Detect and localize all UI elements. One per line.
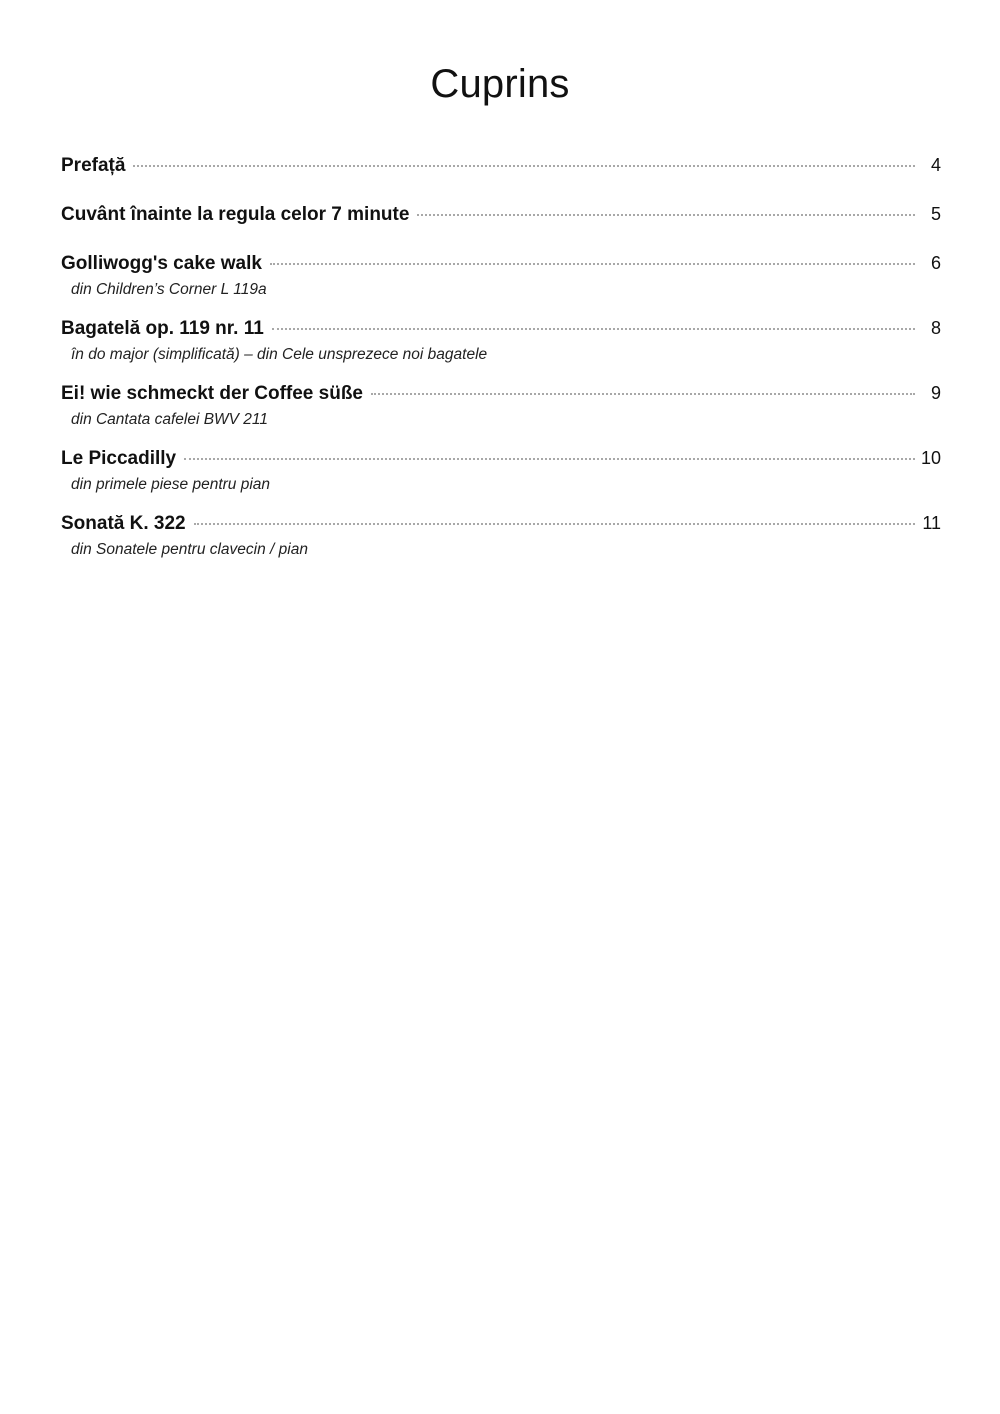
toc-entry-subtitle: din primele piese pentru pian: [71, 476, 271, 493]
dot-leader: [194, 523, 915, 525]
toc-entry-subtitle: în do major (simplificată) – din Cele unsprezece noi bagatele: [71, 346, 488, 363]
toc-entry-title: Ei! wie schmeckt der Coffee süße: [61, 383, 363, 404]
toc-page-number: 11: [922, 513, 941, 533]
toc-page-number: 10: [920, 448, 941, 468]
toc-entry-title: Le Piccadilly: [61, 448, 177, 469]
dot-leader: [272, 328, 915, 330]
toc-page-number: 6: [930, 253, 941, 273]
page-title: Cuprins: [430, 62, 570, 106]
toc-page-number: 8: [930, 318, 941, 338]
toc-entry-coffee-cantata[interactable]: [61, 380, 941, 430]
toc-entry-sonata-k322[interactable]: [61, 510, 941, 560]
toc-line: [61, 445, 941, 471]
toc-entry-le-piccadilly[interactable]: [61, 445, 941, 495]
toc-line: [61, 380, 941, 406]
dot-leader: [133, 165, 915, 167]
toc-entry-title: Sonată K. 322: [61, 513, 186, 534]
toc-page-number: 4: [930, 155, 941, 175]
toc-entry-bagatela[interactable]: [61, 315, 941, 365]
toc-entry-subtitle: din Sonatele pentru clavecin / pian: [71, 541, 308, 558]
toc-page-number: 9: [930, 383, 941, 403]
toc-entry-title: Bagatelă op. 119 nr. 11: [61, 318, 264, 339]
dot-leader: [184, 458, 915, 460]
toc-entry-cuvant-inainte[interactable]: [61, 201, 941, 227]
toc-entry-subtitle: din Children’s Corner L 119a: [71, 281, 267, 298]
toc-entry-title: Prefață: [61, 155, 126, 176]
toc-page-number: 5: [930, 204, 941, 224]
table-of-contents: [61, 152, 941, 575]
toc-line: [61, 250, 941, 276]
toc-line: [61, 315, 941, 341]
dot-leader: [417, 214, 915, 216]
toc-line: [61, 201, 941, 227]
toc-line: [61, 510, 941, 536]
toc-entry-golliwogg[interactable]: [61, 250, 941, 300]
dot-leader: [270, 263, 915, 265]
toc-line: [61, 152, 941, 178]
toc-entry-prefata[interactable]: [61, 152, 941, 178]
toc-entry-title: Golliwogg's cake walk: [61, 253, 262, 274]
dot-leader: [371, 393, 915, 395]
toc-entry-subtitle: din Cantata cafelei BWV 211: [71, 411, 269, 428]
toc-entry-title: Cuvânt înainte la regula celor 7 minute: [61, 204, 410, 225]
